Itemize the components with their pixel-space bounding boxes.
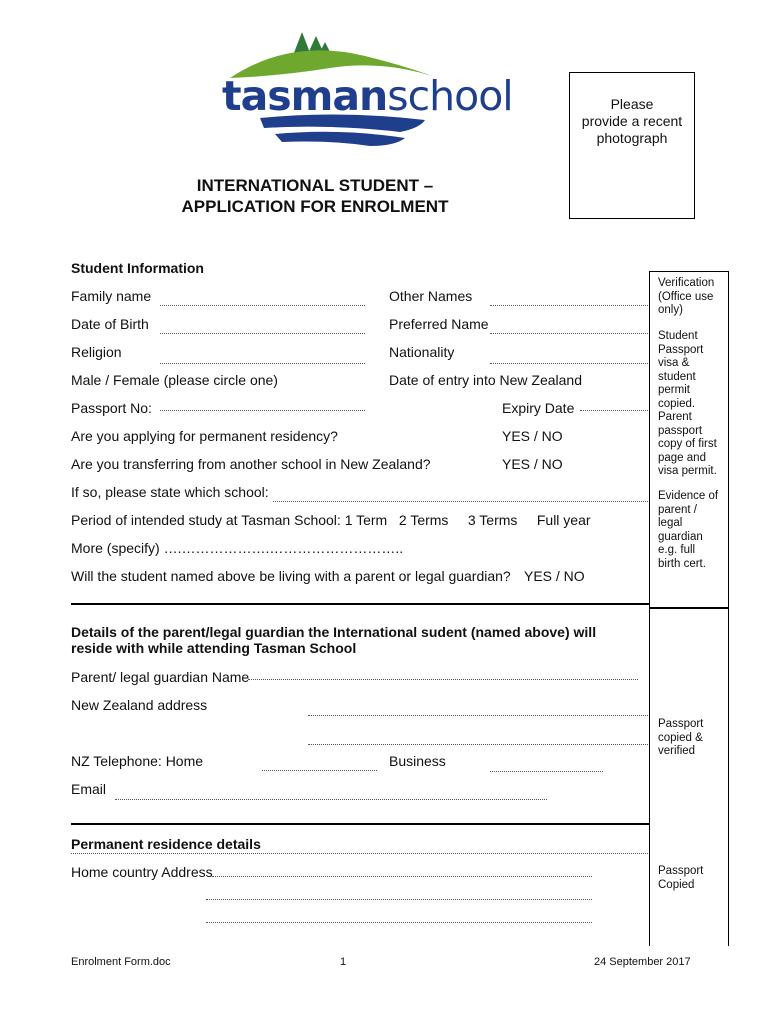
- telephone-home-label: NZ Telephone: Home: [71, 753, 204, 769]
- footer-filename: Enrolment Form.doc: [71, 956, 171, 968]
- home-country-address-field-2[interactable]: [206, 899, 592, 900]
- more-specify-label[interactable]: More (specify) ….……………….………………………..: [71, 540, 404, 556]
- preferred-name-label: Preferred Name: [389, 316, 489, 332]
- logo-wordmark: [222, 72, 513, 120]
- guardian-name-field[interactable]: [248, 679, 638, 680]
- home-country-address-field-1[interactable]: [212, 876, 592, 877]
- family-name-label: Family name: [71, 288, 152, 304]
- nz-address-label: New Zealand address: [71, 697, 208, 713]
- email-label: Email: [71, 781, 107, 797]
- gender-label[interactable]: Male / Female (please circle one): [71, 372, 278, 388]
- transferring-question: Are you transferring from another school in New Zealand?: [71, 456, 431, 472]
- permanent-residency-options[interactable]: YES / NO: [502, 428, 563, 444]
- school-logo: [220, 28, 513, 148]
- transferring-options[interactable]: YES / NO: [502, 456, 563, 472]
- section-divider-2: [71, 823, 649, 825]
- section-divider-1: [71, 603, 649, 605]
- home-country-address-label: Home country Address: [71, 864, 213, 880]
- date-of-entry-label: Date of entry into New Zealand: [389, 372, 582, 388]
- verification-student-docs: Student Passport visa & student permit copied. Parent passport copy of first page and visa permit.: [658, 330, 717, 477]
- nationality-label: Nationality: [389, 344, 455, 360]
- living-with-options[interactable]: YES / NO: [524, 568, 585, 584]
- logo-text-tasman: tasman: [222, 72, 388, 120]
- title-line-2: APPLICATION FOR ENROLMENT: [181, 197, 449, 216]
- date-of-birth-field[interactable]: [160, 333, 365, 334]
- permanent-residence-heading: Permanent residence details: [71, 836, 261, 852]
- logo-text-school: school: [387, 72, 513, 120]
- photo-box[interactable]: [569, 72, 695, 219]
- nz-address-field-2[interactable]: [308, 744, 648, 745]
- which-school-label: If so, please state which school:: [71, 484, 269, 500]
- religion-label: Religion: [71, 344, 122, 360]
- footer-date: 24 September 2017: [594, 956, 691, 968]
- guardian-name-label: Parent/ legal guardian Name: [71, 669, 250, 685]
- religion-field[interactable]: [160, 363, 365, 364]
- verification-passport-verified: Passport copied & verified: [658, 718, 704, 757]
- other-names-label: Other Names: [389, 288, 473, 304]
- expiry-date-label: Expiry Date: [502, 400, 575, 416]
- verification-header: Verification (Office use only): [658, 277, 715, 316]
- passport-no-field[interactable]: [160, 410, 365, 411]
- title-line-1: INTERNATIONAL STUDENT –: [196, 176, 434, 195]
- preferred-name-field[interactable]: [490, 333, 648, 334]
- guardian-heading: Details of the parent/legal guardian the International sudent (named above) will reside with while attending Tasman School: [71, 624, 597, 656]
- study-period-label[interactable]: Period of intended study at Tasman School: 1 Term 2 Terms 3 Terms Full year: [71, 512, 591, 528]
- home-country-address-field-3[interactable]: [206, 922, 592, 923]
- verification-evidence: Evidence of parent / legal guardian e.g. full birth cert.: [658, 490, 719, 570]
- verification-divider: [649, 607, 729, 609]
- passport-no-label: Passport No:: [71, 400, 152, 416]
- which-school-field[interactable]: [273, 501, 648, 502]
- telephone-home-field[interactable]: [262, 770, 377, 771]
- footer-page-number: 1: [340, 956, 347, 968]
- date-of-birth-label: Date of Birth: [71, 316, 149, 332]
- permanent-residency-question: Are you applying for permanent residency?: [71, 428, 338, 444]
- business-field[interactable]: [490, 771, 603, 772]
- student-info-heading: Student Information: [71, 260, 204, 276]
- other-names-field[interactable]: [490, 305, 648, 306]
- photo-box-text: Please provide a recent photograph: [581, 96, 683, 146]
- family-name-field[interactable]: [160, 305, 365, 306]
- email-field[interactable]: [115, 799, 547, 800]
- nationality-field[interactable]: [490, 363, 648, 364]
- form-title: [150, 175, 480, 217]
- expiry-date-field[interactable]: [580, 410, 648, 411]
- permanent-residence-underline: [71, 853, 648, 854]
- verification-passport-copied: Passport Copied: [658, 865, 704, 891]
- nz-address-field-1[interactable]: [308, 715, 648, 716]
- living-with-question: Will the student named above be living with a parent or legal guardian?: [71, 568, 511, 584]
- business-label: Business: [389, 753, 446, 769]
